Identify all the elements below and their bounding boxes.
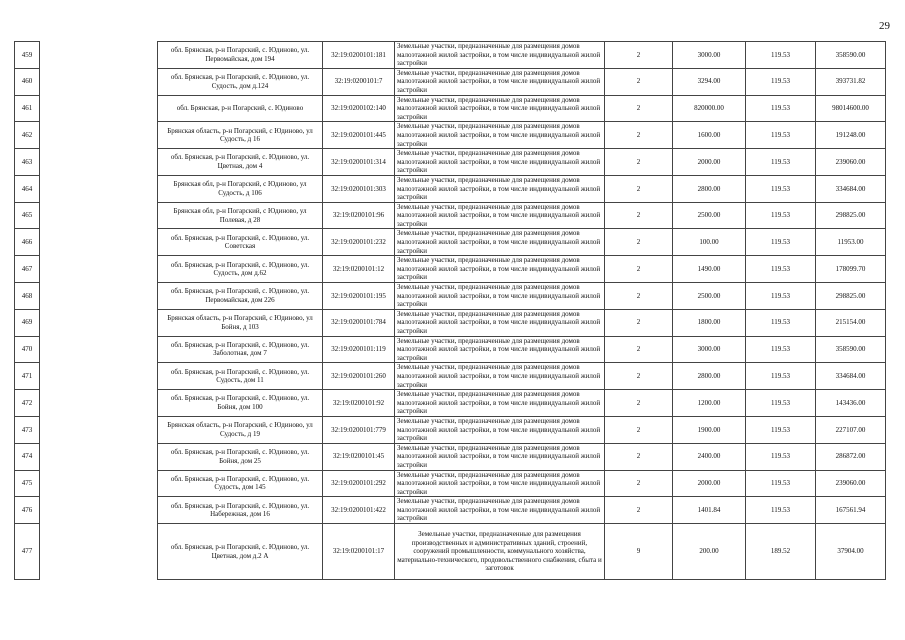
rate-cell: 119.53	[746, 336, 816, 363]
use-code-cell: 2	[605, 443, 673, 470]
rate-cell: 119.53	[746, 283, 816, 310]
row-number-cell: 459	[15, 42, 40, 69]
page-number: 29	[879, 20, 890, 32]
use-code-cell: 2	[605, 68, 673, 95]
address-cell: обл. Брянская, р-н Погарский, с. Юдиново, ул. Первомайская, дом 194	[158, 42, 323, 69]
spacer-cell	[40, 175, 158, 202]
spacer-cell	[40, 95, 158, 122]
use-code-cell: 2	[605, 309, 673, 336]
area-cell: 2500.00	[673, 202, 746, 229]
spacer-cell	[40, 497, 158, 524]
address-cell: Брянская обл, р-н Погарский, с Юдиново, ул Судость, д 106	[158, 175, 323, 202]
area-cell: 200.00	[673, 524, 746, 580]
cadastral-value-cell: 227107.00	[816, 416, 886, 443]
cadastral-number-cell: 32:19:0200101:181	[323, 42, 395, 69]
row-number-cell: 475	[15, 470, 40, 497]
cadastral-value-cell: 167561.94	[816, 497, 886, 524]
land-use-cell: Земельные участки, предназначенные для размещения домов малоэтажной жилой застройки, в том числе индивидуальной жилой застройки	[395, 122, 605, 149]
land-use-cell: Земельные участки, предназначенные для размещения домов малоэтажной жилой застройки, в том числе индивидуальной жилой застройки	[395, 283, 605, 310]
use-code-cell: 2	[605, 336, 673, 363]
cadastral-value-cell: 393731.82	[816, 68, 886, 95]
cadastral-number-cell: 32:19:0200101:45	[323, 443, 395, 470]
land-use-cell: Земельные участки, предназначенные для размещения домов малоэтажной жилой застройки, в том числе индивидуальной жилой застройки	[395, 390, 605, 417]
row-number-cell: 466	[15, 229, 40, 256]
use-code-cell: 2	[605, 149, 673, 176]
area-cell: 2000.00	[673, 149, 746, 176]
cadastral-value-cell: 334684.00	[816, 363, 886, 390]
land-use-cell: Земельные участки, предназначенные для размещения домов малоэтажной жилой застройки, в том числе индивидуальной жилой застройки	[395, 443, 605, 470]
cadastral-value-cell: 239060.00	[816, 470, 886, 497]
use-code-cell: 2	[605, 497, 673, 524]
land-use-cell: Земельные участки, предназначенные для размещения домов малоэтажной жилой застройки, в том числе индивидуальной жилой застройки	[395, 363, 605, 390]
spacer-cell	[40, 309, 158, 336]
cadastral-value-cell: 358590.00	[816, 42, 886, 69]
land-use-cell: Земельные участки, предназначенные для размещения домов малоэтажной жилой застройки, в том числе индивидуальной жилой застройки	[395, 416, 605, 443]
spacer-cell	[40, 229, 158, 256]
cadastral-number-cell: 32:19:0200101:445	[323, 122, 395, 149]
spacer-cell	[40, 363, 158, 390]
cadastral-number-cell: 32:19:0200101:422	[323, 497, 395, 524]
spacer-cell	[40, 443, 158, 470]
table-row	[15, 68, 886, 95]
use-code-cell: 2	[605, 256, 673, 283]
land-registry-table	[14, 41, 886, 580]
area-cell: 1800.00	[673, 309, 746, 336]
cadastral-number-cell: 32:19:0200101:195	[323, 283, 395, 310]
land-use-cell: Земельные участки, предназначенные для размещения домов малоэтажной жилой застройки, в том числе индивидуальной жилой застройки	[395, 202, 605, 229]
table-row	[15, 336, 886, 363]
cadastral-number-cell: 32:19:0200101:17	[323, 524, 395, 580]
address-cell: обл. Брянская, р-н Погарский, с. Юдиново, ул. Заболотная, дом 7	[158, 336, 323, 363]
rate-cell: 119.53	[746, 68, 816, 95]
row-number-cell: 467	[15, 256, 40, 283]
address-cell: обл. Брянская, р-н Погарский, с. Юдиново, ул. Судость, дом 145	[158, 470, 323, 497]
land-use-cell: Земельные участки, предназначенные для размещения домов малоэтажной жилой застройки, в том числе индивидуальной жилой застройки	[395, 42, 605, 69]
table-body	[15, 42, 886, 580]
cadastral-number-cell: 32:19:0200101:314	[323, 149, 395, 176]
row-number-cell: 473	[15, 416, 40, 443]
rate-cell: 119.53	[746, 175, 816, 202]
table-row	[15, 309, 886, 336]
address-cell: обл. Брянская, р-н Погарский, с. Юдиново, ул. Цветная, дом д.2 А	[158, 524, 323, 580]
cadastral-number-cell: 32:19:0200101:7	[323, 68, 395, 95]
use-code-cell: 2	[605, 42, 673, 69]
cadastral-number-cell: 32:19:0200101:119	[323, 336, 395, 363]
land-use-cell: Земельные участки, предназначенные для размещения домов малоэтажной жилой застройки, в том числе индивидуальной жилой застройки	[395, 68, 605, 95]
area-cell: 1200.00	[673, 390, 746, 417]
row-number-cell: 462	[15, 122, 40, 149]
rate-cell: 119.53	[746, 95, 816, 122]
cadastral-value-cell: 358590.00	[816, 336, 886, 363]
address-cell: обл. Брянская, р-н Погарский, с. Юдиново, ул. Первомайская, дом 226	[158, 283, 323, 310]
cadastral-value-cell: 11953.00	[816, 229, 886, 256]
area-cell: 1490.00	[673, 256, 746, 283]
use-code-cell: 2	[605, 283, 673, 310]
address-cell: Брянская область, р-н Погарский, с Юдиново, ул Судость, д 16	[158, 122, 323, 149]
cadastral-value-cell: 178099.70	[816, 256, 886, 283]
address-cell: Брянская область, р-н Погарский, с Юдиново, ул Судость, д 19	[158, 416, 323, 443]
cadastral-number-cell: 32:19:0200101:292	[323, 470, 395, 497]
row-number-cell: 464	[15, 175, 40, 202]
land-use-cell: Земельные участки, предназначенные для размещения домов малоэтажной жилой застройки, в том числе индивидуальной жилой застройки	[395, 175, 605, 202]
spacer-cell	[40, 42, 158, 69]
land-use-cell: Земельные участки, предназначенные для размещения домов малоэтажной жилой застройки, в том числе индивидуальной жилой застройки	[395, 229, 605, 256]
area-cell: 100.00	[673, 229, 746, 256]
land-use-cell: Земельные участки, предназначенные для размещения домов малоэтажной жилой застройки, в том числе индивидуальной жилой застройки	[395, 256, 605, 283]
land-use-cell: Земельные участки, предназначенные для размещения домов малоэтажной жилой застройки, в том числе индивидуальной жилой застройки	[395, 497, 605, 524]
rate-cell: 189.52	[746, 524, 816, 580]
use-code-cell: 2	[605, 95, 673, 122]
land-use-cell: Земельные участки, предназначенные для размещения домов малоэтажной жилой застройки, в том числе индивидуальной жилой застройки	[395, 336, 605, 363]
use-code-cell: 2	[605, 416, 673, 443]
cadastral-number-cell: 32:19:0200101:12	[323, 256, 395, 283]
cadastral-number-cell: 32:19:0200101:784	[323, 309, 395, 336]
rate-cell: 119.53	[746, 42, 816, 69]
rate-cell: 119.53	[746, 416, 816, 443]
rate-cell: 119.53	[746, 497, 816, 524]
cadastral-value-cell: 143436.00	[816, 390, 886, 417]
area-cell: 1900.00	[673, 416, 746, 443]
row-number-cell: 469	[15, 309, 40, 336]
use-code-cell: 2	[605, 122, 673, 149]
land-use-cell: Земельные участки, предназначенные для размещения производственных и административных зданий, строений, сооружений промышленности, коммунального хозяйства, материально-технического, продовольственного снабжения, сбыта и заготовок	[395, 524, 605, 580]
row-number-cell: 471	[15, 363, 40, 390]
table-row	[15, 42, 886, 69]
spacer-cell	[40, 524, 158, 580]
cadastral-value-cell: 191248.00	[816, 122, 886, 149]
row-number-cell: 465	[15, 202, 40, 229]
table-row	[15, 229, 886, 256]
area-cell: 2400.00	[673, 443, 746, 470]
area-cell: 3000.00	[673, 42, 746, 69]
cadastral-number-cell: 32:19:0200101:92	[323, 390, 395, 417]
table-row	[15, 256, 886, 283]
rate-cell: 119.53	[746, 256, 816, 283]
table-row	[15, 470, 886, 497]
area-cell: 2800.00	[673, 175, 746, 202]
rate-cell: 119.53	[746, 202, 816, 229]
address-cell: обл. Брянская, р-н Погарский, с. Юдиново	[158, 95, 323, 122]
row-number-cell: 477	[15, 524, 40, 580]
rate-cell: 119.53	[746, 363, 816, 390]
spacer-cell	[40, 68, 158, 95]
spacer-cell	[40, 122, 158, 149]
use-code-cell: 2	[605, 229, 673, 256]
spacer-cell	[40, 256, 158, 283]
rate-cell: 119.53	[746, 443, 816, 470]
cadastral-value-cell: 298825.00	[816, 202, 886, 229]
table-row	[15, 122, 886, 149]
row-number-cell: 463	[15, 149, 40, 176]
cadastral-value-cell: 98014600.00	[816, 95, 886, 122]
rate-cell: 119.53	[746, 149, 816, 176]
cadastral-number-cell: 32:19:0200101:303	[323, 175, 395, 202]
address-cell: Брянская обл, р-н Погарский, с Юдиново, ул Полевая, д 28	[158, 202, 323, 229]
table-row	[15, 202, 886, 229]
spacer-cell	[40, 336, 158, 363]
land-use-cell: Земельные участки, предназначенные для размещения домов малоэтажной жилой застройки, в том числе индивидуальной жилой застройки	[395, 149, 605, 176]
use-code-cell: 2	[605, 390, 673, 417]
table-row	[15, 416, 886, 443]
rate-cell: 119.53	[746, 229, 816, 256]
use-code-cell: 2	[605, 470, 673, 497]
address-cell: Брянская область, р-н Погарский, с Юдиново, ул Бойня, д 103	[158, 309, 323, 336]
use-code-cell: 2	[605, 202, 673, 229]
address-cell: обл. Брянская, р-н Погарский, с. Юдиново, ул. Набережная, дом 16	[158, 497, 323, 524]
table-row	[15, 149, 886, 176]
table-row	[15, 497, 886, 524]
area-cell: 3000.00	[673, 336, 746, 363]
cadastral-value-cell: 334684.00	[816, 175, 886, 202]
cadastral-number-cell: 32:19:0200101:260	[323, 363, 395, 390]
address-cell: обл. Брянская, р-н Погарский, с. Юдиново, ул. Судость, дом д.62	[158, 256, 323, 283]
area-cell: 2500.00	[673, 283, 746, 310]
area-cell: 820000.00	[673, 95, 746, 122]
table-row	[15, 443, 886, 470]
row-number-cell: 470	[15, 336, 40, 363]
rate-cell: 119.53	[746, 122, 816, 149]
area-cell: 1401.84	[673, 497, 746, 524]
row-number-cell: 472	[15, 390, 40, 417]
table-row	[15, 95, 886, 122]
area-cell: 3294.00	[673, 68, 746, 95]
land-use-cell: Земельные участки, предназначенные для размещения домов малоэтажной жилой застройки, в том числе индивидуальной жилой застройки	[395, 470, 605, 497]
area-cell: 1600.00	[673, 122, 746, 149]
row-number-cell: 476	[15, 497, 40, 524]
spacer-cell	[40, 416, 158, 443]
table-row	[15, 390, 886, 417]
address-cell: обл. Брянская, р-н Погарский, с. Юдиново, ул. Бойня, дом 100	[158, 390, 323, 417]
table-row	[15, 363, 886, 390]
table-row	[15, 524, 886, 580]
address-cell: обл. Брянская, р-н Погарский, с. Юдиново, ул. Судость, дом 11	[158, 363, 323, 390]
land-use-cell: Земельные участки, предназначенные для размещения домов малоэтажной жилой застройки, в том числе индивидуальной жилой застройки	[395, 309, 605, 336]
address-cell: обл. Брянская, р-н Погарский, с. Юдиново, ул. Цветная, дом 4	[158, 149, 323, 176]
table-row	[15, 283, 886, 310]
land-use-cell: Земельные участки, предназначенные для размещения домов малоэтажной жилой застройки, в том числе индивидуальной жилой застройки	[395, 95, 605, 122]
cadastral-value-cell: 239060.00	[816, 149, 886, 176]
row-number-cell: 461	[15, 95, 40, 122]
rate-cell: 119.53	[746, 390, 816, 417]
spacer-cell	[40, 149, 158, 176]
cadastral-number-cell: 32:19:0200101:779	[323, 416, 395, 443]
cadastral-value-cell: 37904.00	[816, 524, 886, 580]
address-cell: обл. Брянская, р-н Погарский, с. Юдиново, ул. Бойня, дом 25	[158, 443, 323, 470]
spacer-cell	[40, 202, 158, 229]
rate-cell: 119.53	[746, 470, 816, 497]
spacer-cell	[40, 470, 158, 497]
cadastral-value-cell: 298825.00	[816, 283, 886, 310]
row-number-cell: 468	[15, 283, 40, 310]
area-cell: 2000.00	[673, 470, 746, 497]
cadastral-value-cell: 286872.00	[816, 443, 886, 470]
rate-cell: 119.53	[746, 309, 816, 336]
spacer-cell	[40, 390, 158, 417]
row-number-cell: 474	[15, 443, 40, 470]
use-code-cell: 9	[605, 524, 673, 580]
address-cell: обл. Брянская, р-н Погарский, с. Юдиново, ул. Советская	[158, 229, 323, 256]
cadastral-number-cell: 32:19:0200101:96	[323, 202, 395, 229]
row-number-cell: 460	[15, 68, 40, 95]
use-code-cell: 2	[605, 175, 673, 202]
spacer-cell	[40, 283, 158, 310]
cadastral-number-cell: 32:19:0200102:140	[323, 95, 395, 122]
address-cell: обл. Брянская, р-н Погарский, с. Юдиново, ул. Судость, дом д.124	[158, 68, 323, 95]
cadastral-number-cell: 32:19:0200101:232	[323, 229, 395, 256]
area-cell: 2800.00	[673, 363, 746, 390]
cadastral-value-cell: 215154.00	[816, 309, 886, 336]
use-code-cell: 2	[605, 363, 673, 390]
table-row	[15, 175, 886, 202]
